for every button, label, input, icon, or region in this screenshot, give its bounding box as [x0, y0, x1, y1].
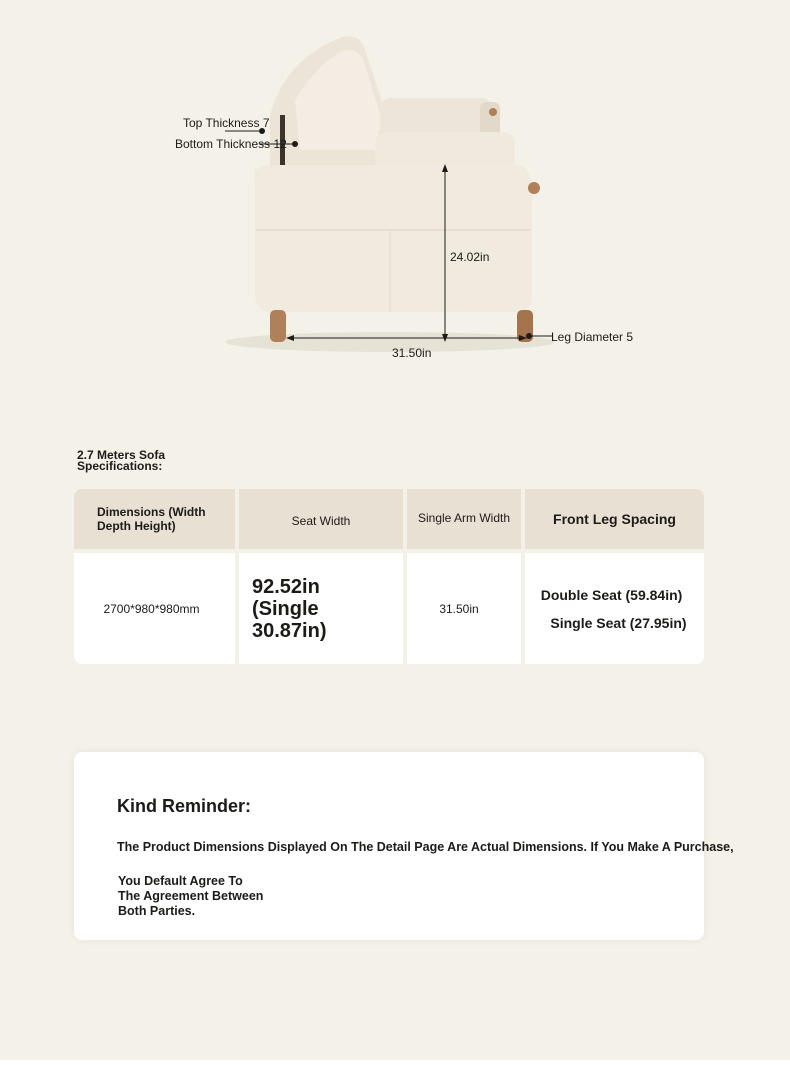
- reminder-title: Kind Reminder:: [117, 796, 252, 816]
- header-arm-width: Single Arm Width: [407, 489, 521, 549]
- leg-spacing-double: Double Seat (59.84in): [540, 586, 683, 603]
- reminder-line-2: You Default Agree To The Agreement Between Both Parties.: [118, 874, 264, 918]
- sofa-diagram: [160, 20, 660, 380]
- header-seat-width: Seat Width: [239, 489, 403, 549]
- width-dimension-label: 31.50in: [392, 346, 432, 360]
- specifications-table: [74, 489, 704, 664]
- value-leg-spacing: [525, 553, 704, 664]
- header-leg-spacing: Front Leg Spacing: [525, 489, 704, 549]
- leg-diameter-label: Leg Diameter 5: [551, 330, 634, 344]
- footer-strip: [0, 1060, 790, 1065]
- value-dimensions: 2700*980*980mm: [74, 553, 235, 664]
- bottom-thickness-label: Bottom Thickness 12: [175, 137, 287, 151]
- value-seat-width: 92.52in (Single 30.87in): [239, 553, 403, 664]
- specifications-title: 2.7 Meters Sofa Specifications:: [77, 448, 166, 473]
- height-dimension-label: 24.02in: [450, 250, 490, 264]
- reminder-card: [74, 752, 734, 940]
- value-arm-width: 31.50in: [407, 553, 521, 664]
- reminder-line-1: The Product Dimensions Displayed On The Detail Page Are Actual Dimensions. If You Make A Purchase,: [117, 840, 734, 854]
- leg-spacing-single: Single Seat (27.95in): [550, 614, 687, 631]
- top-thickness-label: Top Thickness 7: [183, 116, 270, 130]
- sofa-illustration: [160, 20, 660, 380]
- header-dimensions: Dimensions (Width Depth Height): [74, 489, 235, 549]
